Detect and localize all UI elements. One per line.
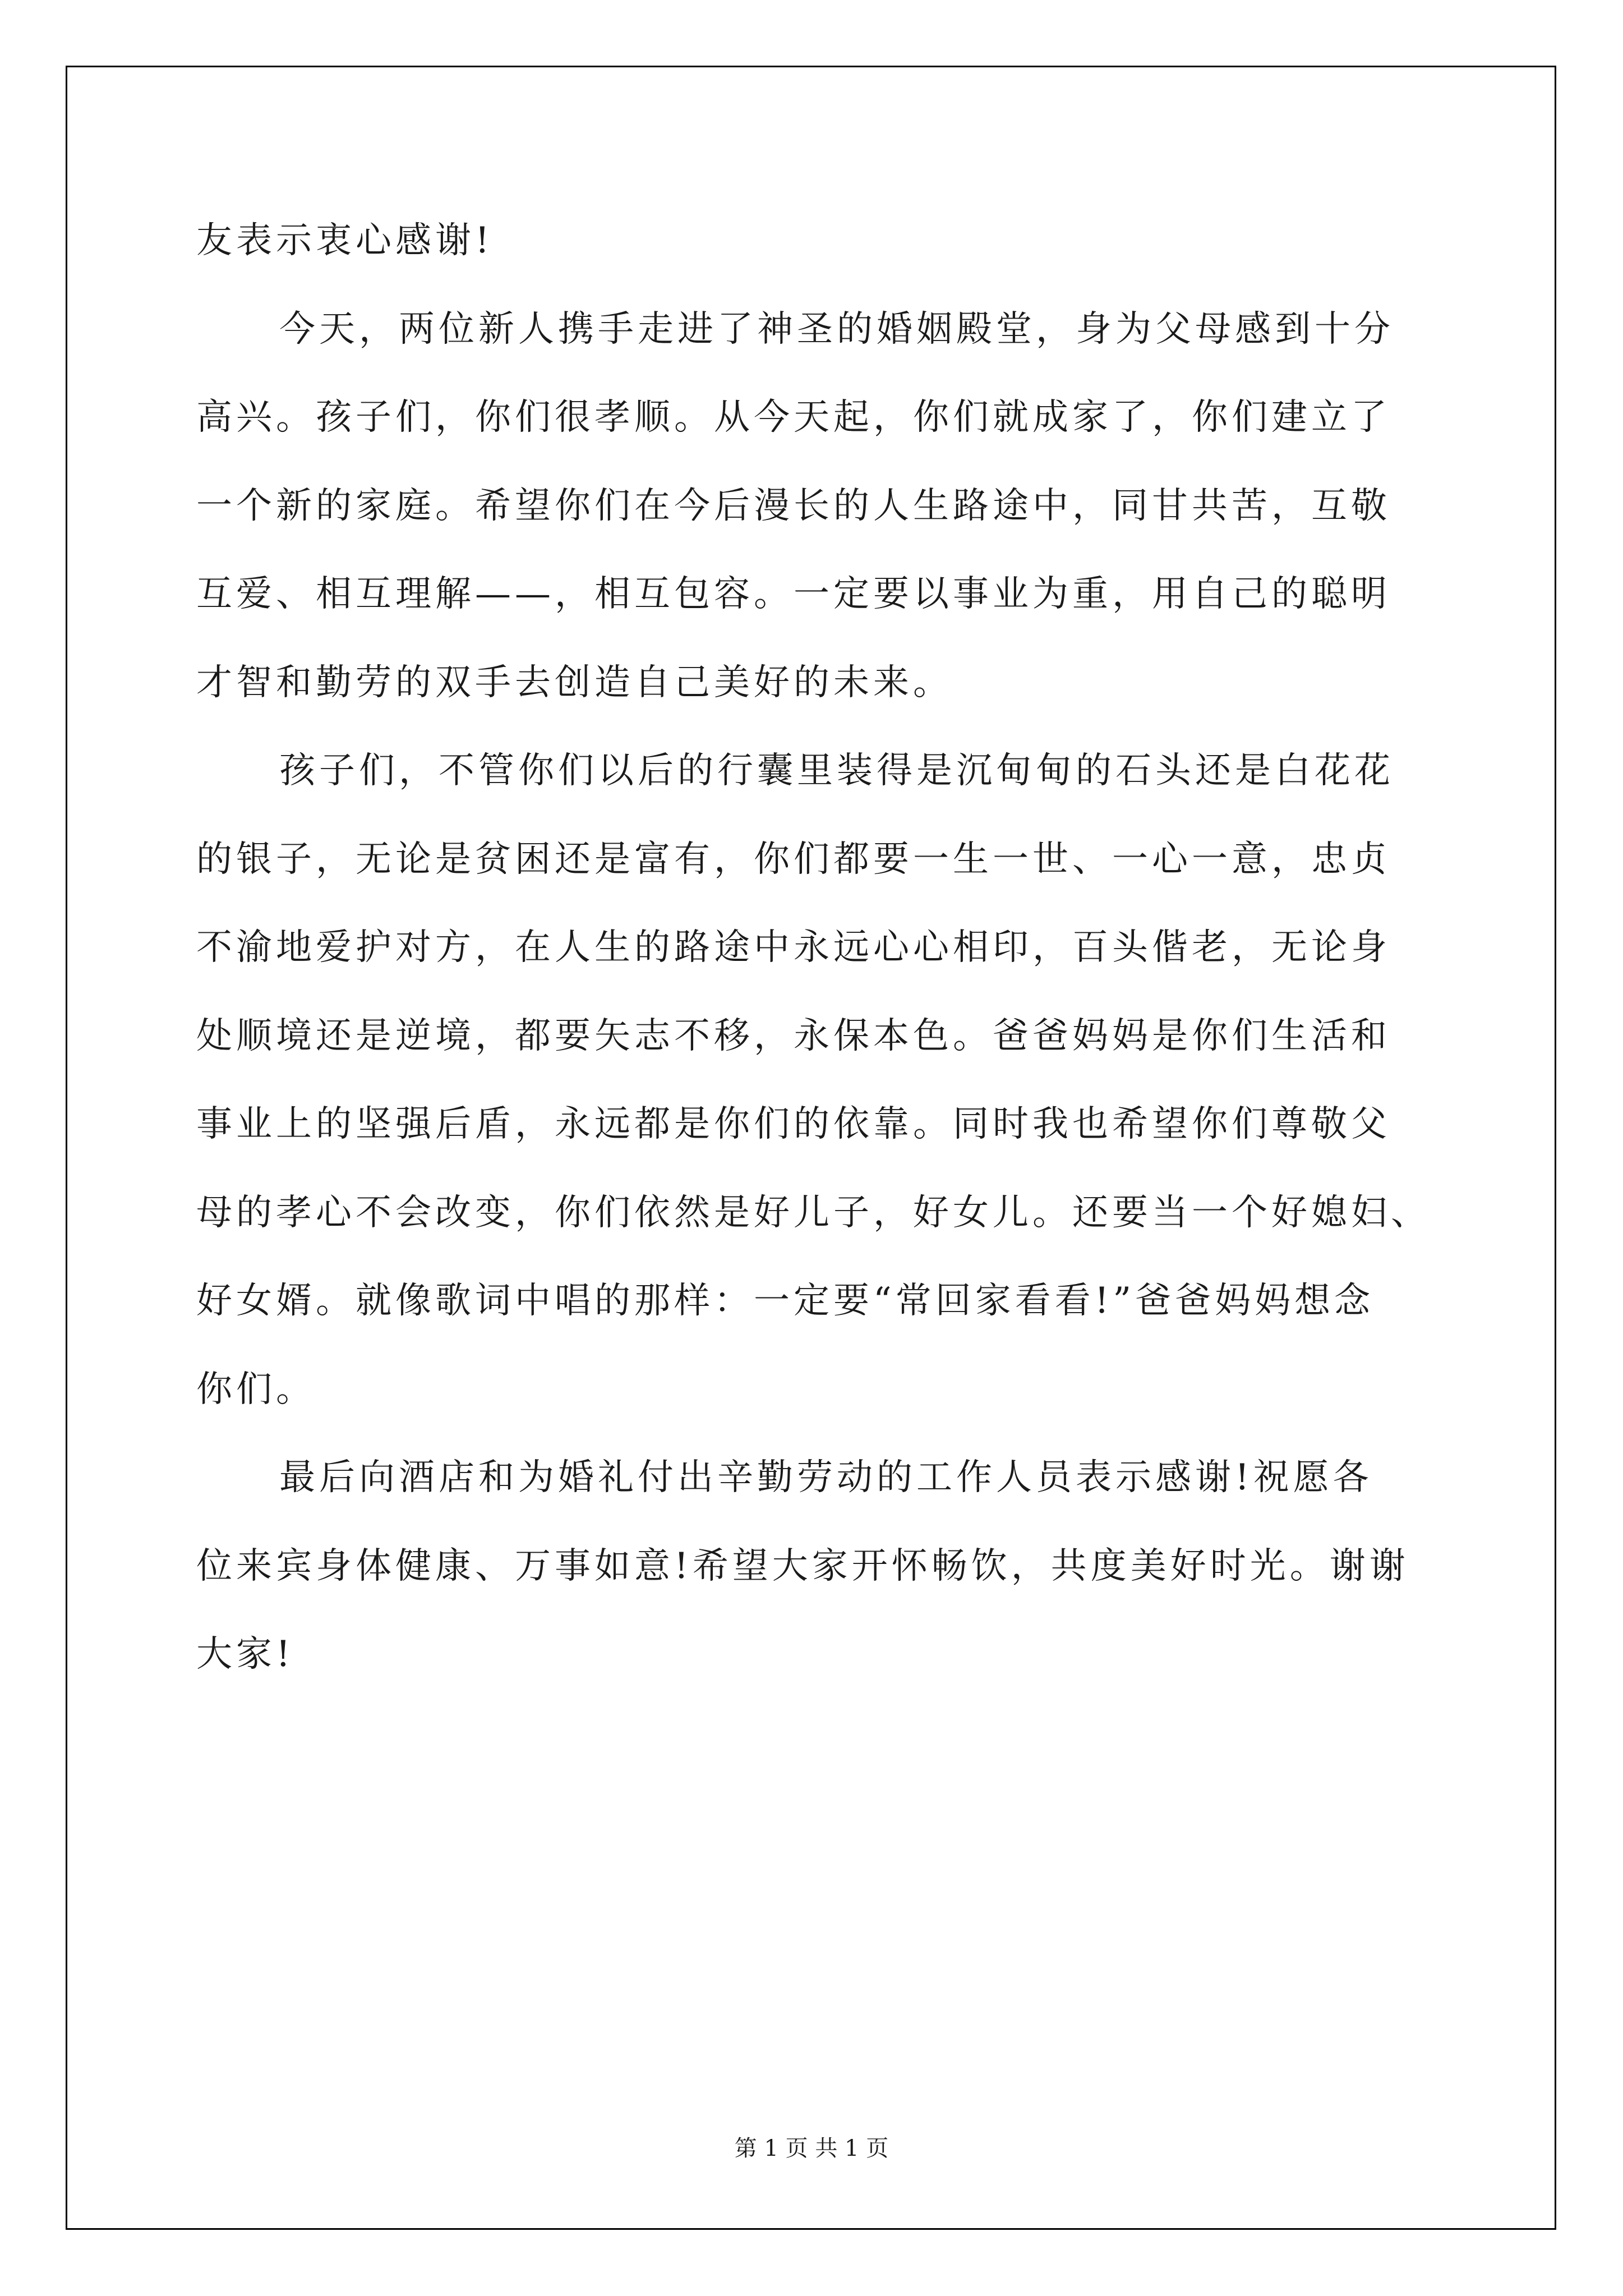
text-line: 的银子，无论是贫困还是富有，你们都要一生一世、一心一意，忠贞 xyxy=(196,838,1391,880)
text-line: 才智和勤劳的双手去创造自己美好的未来。 xyxy=(196,661,953,703)
text-line: 好女婿。就像歌词中唱的那样：一定要“常回家看看!”爸爸妈妈想念 xyxy=(196,1280,1375,1322)
text-line: 最后向酒店和为婚礼付出辛勤劳动的工作人员表示感谢!祝愿各 xyxy=(279,1457,1373,1498)
text-line: 一个新的家庭。希望你们在今后漫长的人生路途中，同甘共苦，互敬 xyxy=(196,485,1391,527)
text-line: 孩子们，不管你们以后的行囊里装得是沉甸甸的石头还是白花花 xyxy=(279,750,1394,792)
page-number-footer: 第 1 页 共 1 页 xyxy=(734,2136,889,2161)
text-line: 你们。 xyxy=(196,1368,316,1410)
text-line: 不渝地爱护对方，在人生的路途中永远心心相印，百头偕老，无论身 xyxy=(196,927,1391,968)
text-line: 高兴。孩子们，你们很孝顺。从今天起，你们就成家了，你们建立了 xyxy=(196,397,1391,438)
text-line: 互爱、相互理解——，相互包容。一定要以事业为重，用自己的聪明 xyxy=(196,573,1391,615)
text-line: 事业上的坚强后盾，永远都是你们的依靠。同时我也希望你们尊敬父 xyxy=(196,1103,1391,1145)
text-line: 母的孝心不会改变，你们依然是好儿子，好女儿。还要当一个好媳妇、 xyxy=(196,1191,1431,1234)
text-line: 位来宾身体健康、万事如意!希望大家开怀畅饮，共度美好时光。谢谢 xyxy=(196,1545,1409,1587)
text-line: 友表示衷心感谢! xyxy=(196,220,494,261)
document-body xyxy=(196,219,1430,1721)
text-line: 大家! xyxy=(196,1634,294,1675)
text-line: 处顺境还是逆境，都要矢志不移，永保本色。爸爸妈妈是你们生活和 xyxy=(196,1015,1391,1057)
text-line: 今天，两位新人携手走进了神圣的婚姻殿堂，身为父母感到十分 xyxy=(279,308,1394,350)
